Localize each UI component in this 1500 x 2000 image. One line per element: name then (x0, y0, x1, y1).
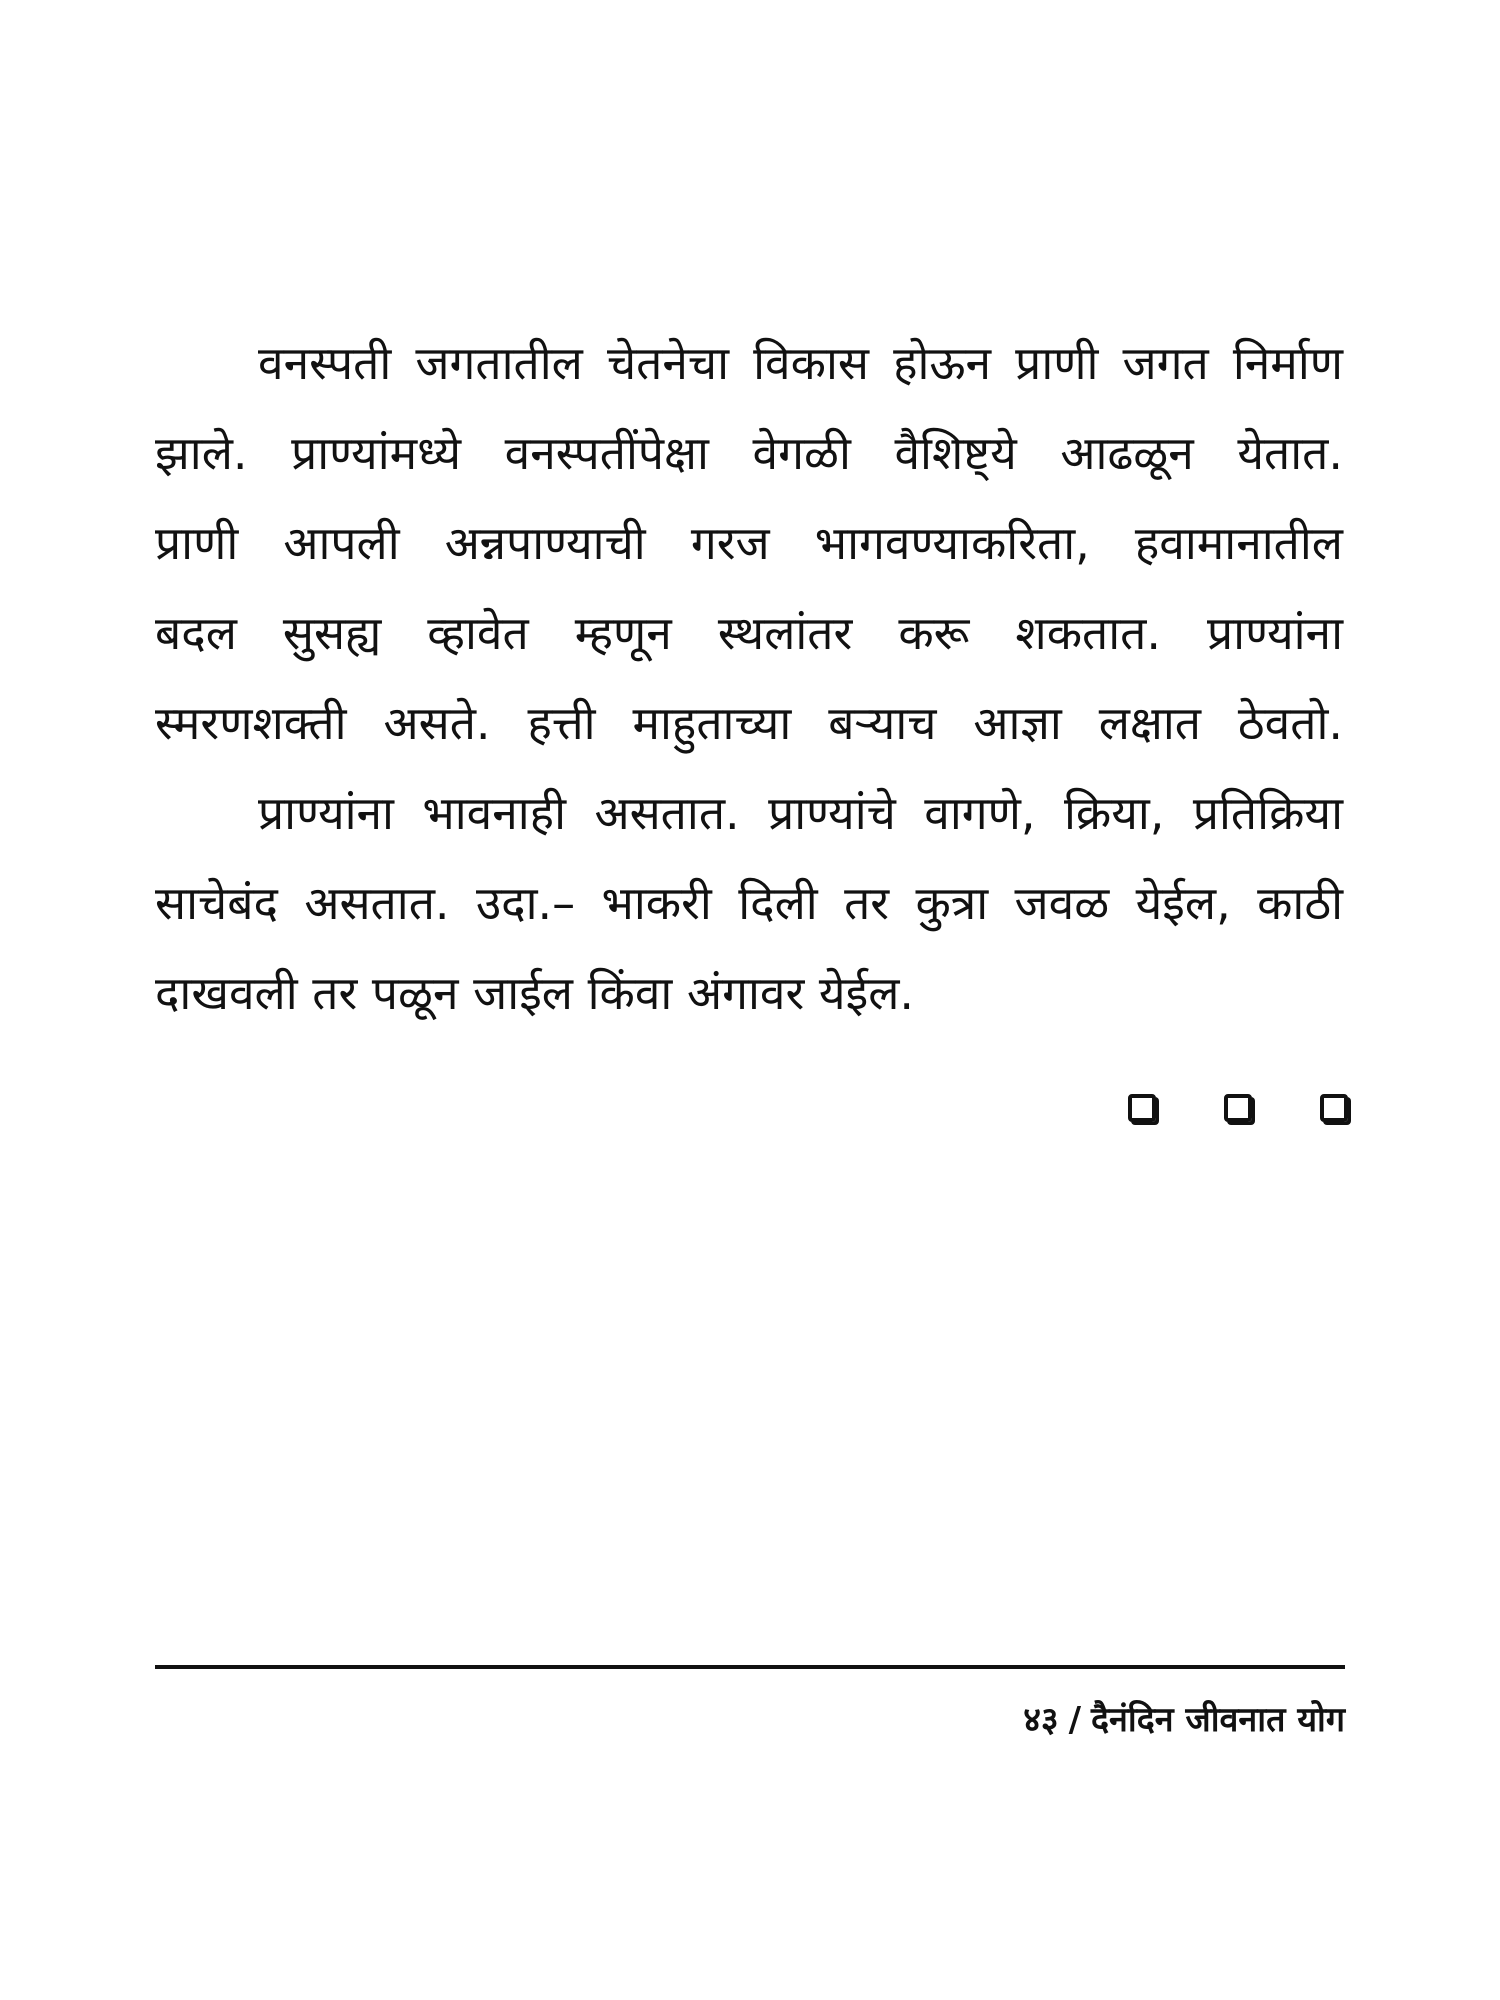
text-line: प्राण्यांना भावनाही असतात. प्राण्यांचे वागणे, क्रिया, प्रतिक्रिया (258, 786, 1343, 840)
page-number: ४३ (1023, 1700, 1059, 1740)
paragraph-1 (155, 318, 1343, 768)
text-line: स्मरणशक्ती असते. हत्ती माहुताच्या बऱ्याच आज्ञा लक्षात ठेवतो. (155, 696, 1343, 750)
section-end-marks (1128, 1088, 1348, 1128)
book-title: दैनंदिन जीवनात योग (1091, 1700, 1345, 1740)
paragraph-2 (155, 768, 1343, 1038)
page-footer (1023, 1695, 1345, 1741)
body-text (155, 318, 1343, 1038)
square-box-icon (1224, 1094, 1252, 1122)
square-box-icon (1320, 1094, 1348, 1122)
text-line: बदल सुसह्य व्हावेत म्हणून स्थलांतर करू शकतात. प्राण्यांना (155, 606, 1343, 660)
square-box-icon (1128, 1094, 1156, 1122)
text-line: झाले. प्राण्यांमध्ये वनस्पतींपेक्षा वेगळी वैशिष्ट्ये आढळून येतात. (155, 426, 1343, 480)
text-line: प्राणी आपली अन्नपाण्याची गरज भागवण्याकरिता, हवामानातील (155, 516, 1343, 570)
text-line: वनस्पती जगतातील चेतनेचा विकास होऊन प्राणी जगत निर्माण (258, 336, 1343, 390)
footer-divider (155, 1665, 1345, 1669)
text-line: दाखवली तर पळून जाईल किंवा अंगावर येईल. (155, 966, 915, 1020)
footer-separator: / (1068, 1700, 1081, 1740)
text-line: साचेबंद असतात. उदा.– भाकरी दिली तर कुत्रा जवळ येईल, काठी (155, 876, 1343, 930)
